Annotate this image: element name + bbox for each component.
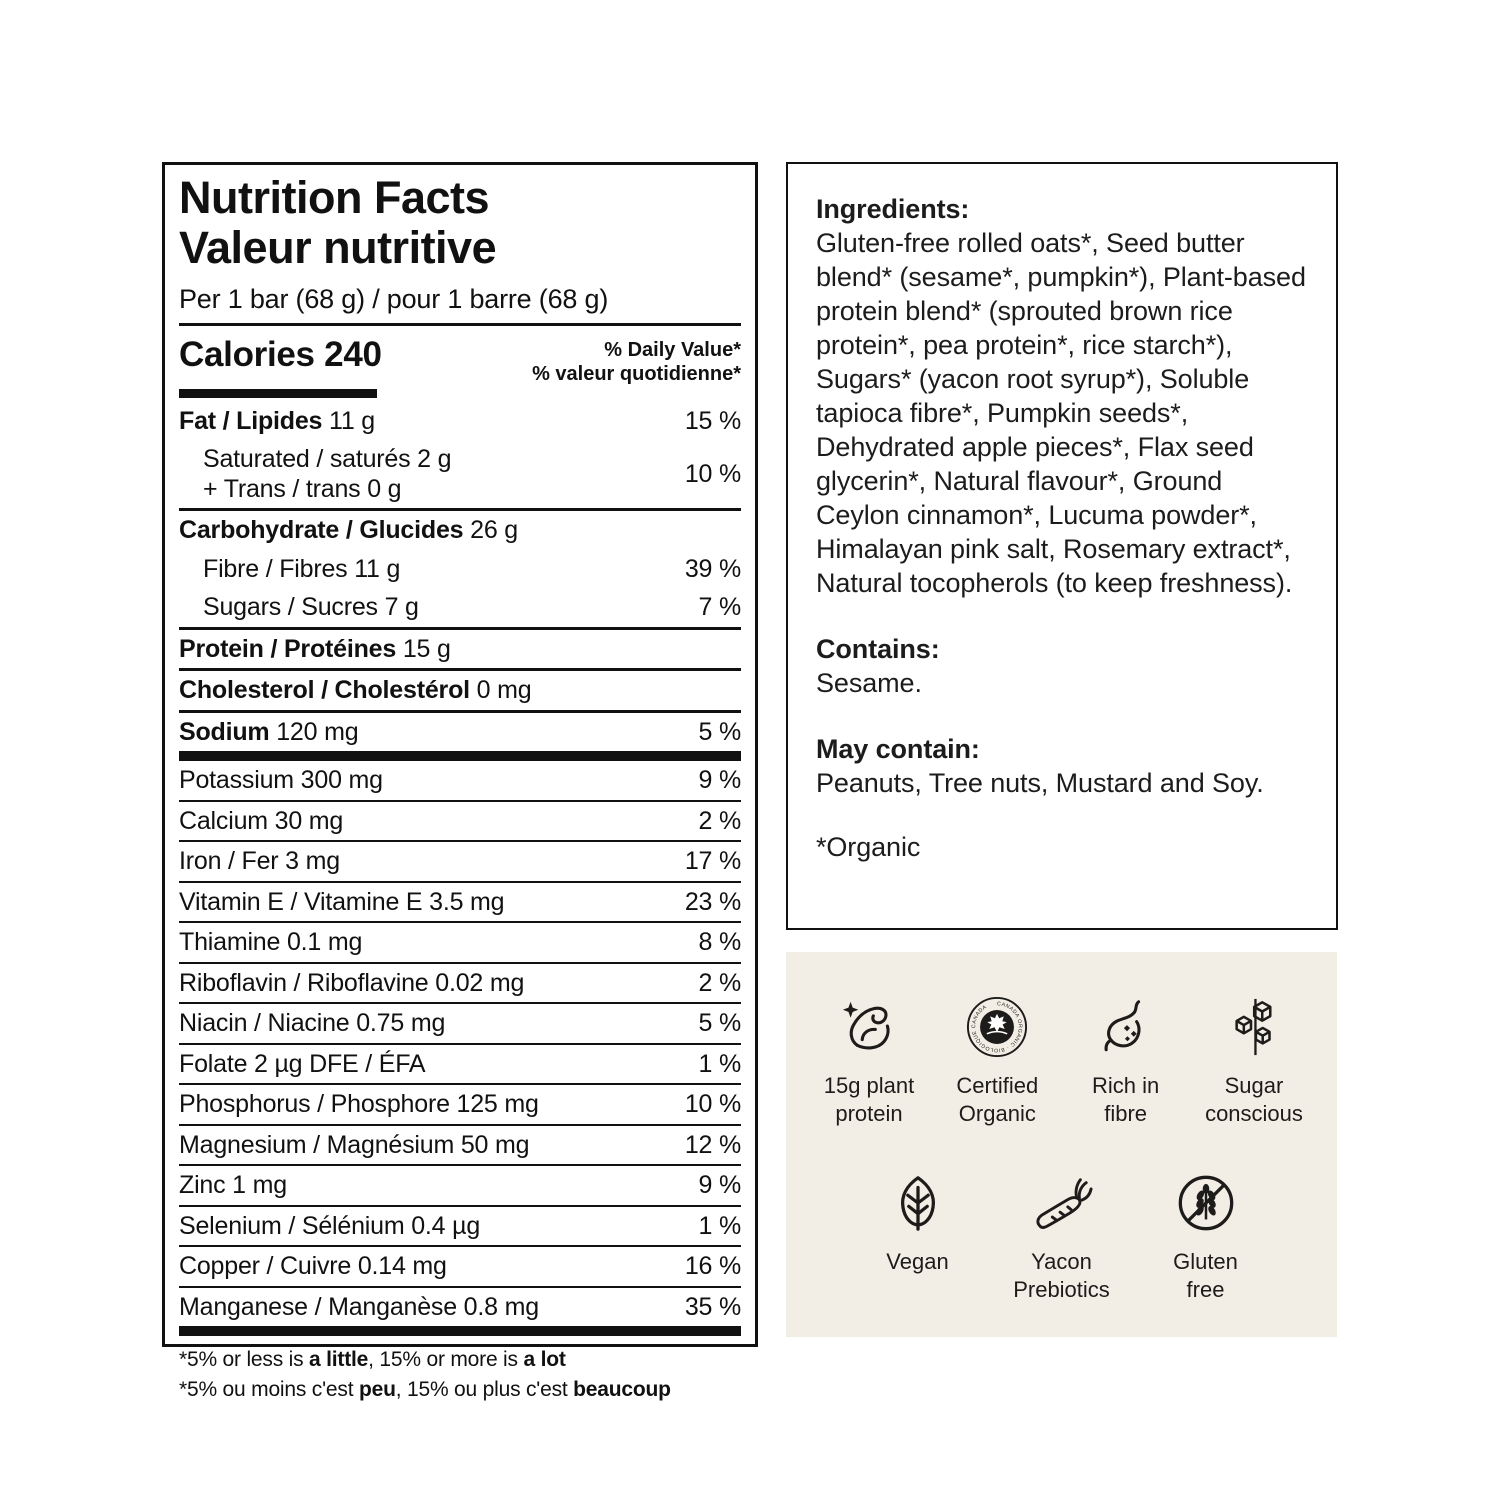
nutrient-row bbox=[179, 511, 741, 550]
badge bbox=[808, 996, 930, 1128]
nutrient-row bbox=[179, 588, 741, 630]
nutrient-percent: 16 % bbox=[684, 1252, 741, 1281]
badge-label: Gluten free bbox=[1173, 1249, 1238, 1303]
daily-value-header bbox=[532, 335, 741, 386]
gluten-free-icon bbox=[1175, 1172, 1237, 1234]
nutrient-row bbox=[179, 1045, 741, 1086]
nutrient-label: Magnesium / Magnésium 50 mg bbox=[179, 1130, 530, 1159]
carrot-icon bbox=[1031, 1172, 1093, 1234]
may-contain-body: Peanuts, Tree nuts, Mustard and Soy. bbox=[816, 768, 1264, 799]
badge bbox=[996, 1172, 1128, 1304]
nutrient-label: Niacin / Niacine 0.75 mg bbox=[179, 1009, 446, 1038]
daily-value-en: % Daily Value* bbox=[604, 338, 741, 361]
badge bbox=[1193, 996, 1315, 1128]
nutrition-facts-label bbox=[162, 162, 758, 1402]
ingredients-heading: Ingredients: bbox=[816, 194, 970, 224]
badge-label: Rich in fibre bbox=[1092, 1073, 1160, 1127]
nutrient-label: Sugars / Sucres 7 g bbox=[203, 593, 419, 622]
nutrient-label: Cholesterol / Cholestérol 0 mg bbox=[179, 676, 532, 705]
nutrient-percent: 1 % bbox=[698, 1049, 741, 1078]
nutrition-title-en: Nutrition Facts bbox=[179, 172, 490, 223]
nutrient-row bbox=[179, 1085, 741, 1126]
contains-heading: Contains: bbox=[816, 634, 940, 665]
nutrient-label: Iron / Fer 3 mg bbox=[179, 847, 340, 876]
nutrient-percent: 7 % bbox=[698, 593, 741, 622]
nutrient-label: Phosphorus / Phosphore 125 mg bbox=[179, 1090, 539, 1119]
badge-row-bottom bbox=[786, 1172, 1337, 1304]
nutrient-label: Sodium 120 mg bbox=[179, 717, 359, 746]
badge bbox=[1140, 1172, 1272, 1304]
nutrient-percent: 39 % bbox=[684, 554, 741, 583]
svg-text:CANADA ORGANIC · BIOLOGIQUE CA: CANADA ORGANIC · BIOLOGIQUE CANADA bbox=[971, 1001, 1024, 1053]
nutrition-title-fr: Valeur nutritive bbox=[179, 222, 497, 274]
nutrient-percent: 5 % bbox=[698, 717, 741, 746]
badges-panel bbox=[786, 952, 1337, 1337]
ingredients-box bbox=[786, 162, 1338, 930]
badge bbox=[936, 996, 1058, 1128]
nutrient-row bbox=[179, 713, 741, 762]
nutrient-row bbox=[179, 842, 741, 883]
footnote-en: *5% or less is a little, 15% or more is a lot bbox=[179, 1348, 566, 1372]
nutrition-title bbox=[179, 173, 741, 274]
nutrient-row bbox=[179, 761, 741, 802]
badge bbox=[1065, 996, 1187, 1128]
nutrient-row bbox=[179, 1166, 741, 1207]
nutrient-row bbox=[179, 630, 741, 672]
badge-label: Yacon Prebiotics bbox=[1013, 1249, 1110, 1303]
nutrient-percent: 2 % bbox=[698, 806, 741, 835]
may-contain-heading: May contain: bbox=[816, 734, 980, 765]
calories-value: Calories 240 bbox=[179, 334, 382, 374]
nutrient-label: Copper / Cuivre 0.14 mg bbox=[179, 1252, 447, 1281]
nutrient-label: Folate 2 µg DFE / ÉFA bbox=[179, 1049, 426, 1078]
nutrient-percent: 10 % bbox=[684, 1090, 741, 1119]
badge bbox=[852, 1172, 984, 1304]
nutrient-percent: 15 % bbox=[684, 406, 741, 435]
nutrient-label: Protein / Protéines 15 g bbox=[179, 634, 451, 663]
nutrient-percent: 1 % bbox=[698, 1211, 741, 1240]
nutrient-percent: 35 % bbox=[684, 1292, 741, 1321]
badge-label: 15g plant protein bbox=[823, 1073, 915, 1127]
nutrient-row bbox=[179, 1207, 741, 1248]
nutrient-percent: 9 % bbox=[698, 1171, 741, 1200]
calories-row bbox=[179, 326, 741, 386]
nutrient-row bbox=[179, 802, 741, 843]
badge-label: Certified Organic bbox=[956, 1073, 1039, 1127]
nutrient-label: Calcium 30 mg bbox=[179, 806, 344, 835]
nutrient-label: Manganese / Manganèse 0.8 mg bbox=[179, 1292, 539, 1321]
nutrient-label: Riboflavin / Riboflavine 0.02 mg bbox=[179, 968, 525, 997]
nutrient-row bbox=[179, 1004, 741, 1045]
footnote-fr: *5% ou moins c'est peu, 15% ou plus c'est beaucoup bbox=[179, 1378, 671, 1402]
badge-label: Vegan bbox=[886, 1249, 949, 1275]
nutrient-table bbox=[179, 402, 741, 1337]
nutrient-row bbox=[179, 1126, 741, 1167]
stomach-icon bbox=[1095, 996, 1157, 1058]
nutrient-percent: 2 % bbox=[698, 968, 741, 997]
nutrient-row bbox=[179, 671, 741, 713]
daily-value-fr: % valeur quotidienne* bbox=[532, 362, 741, 385]
footnotes bbox=[179, 1345, 741, 1405]
nutrient-percent: 12 % bbox=[684, 1130, 741, 1159]
nutrient-row bbox=[179, 550, 741, 589]
nutrient-percent: 9 % bbox=[698, 766, 741, 795]
nutrient-label: Zinc 1 mg bbox=[179, 1171, 287, 1200]
organic-note: *Organic bbox=[816, 832, 921, 863]
nutrient-row bbox=[179, 402, 741, 441]
certified-organic-seal-icon bbox=[966, 996, 1028, 1058]
nutrient-row bbox=[179, 1247, 741, 1288]
contains-body: Sesame. bbox=[816, 668, 922, 699]
calories-underbar bbox=[179, 389, 377, 398]
nutrient-row bbox=[179, 964, 741, 1005]
serving-size: Per 1 bar (68 g) / pour 1 barre (68 g) bbox=[179, 283, 609, 314]
nutrient-label: Potassium 300 mg bbox=[179, 766, 383, 795]
nutrient-row bbox=[179, 440, 741, 511]
nutrient-percent: 8 % bbox=[698, 928, 741, 957]
sugar-cubes-icon bbox=[1223, 996, 1285, 1058]
nutrient-label: Saturated / saturés 2 g + Trans / trans 0 g bbox=[203, 445, 452, 503]
nutrient-row bbox=[179, 1288, 741, 1337]
nutrient-label: Selenium / Sélénium 0.4 µg bbox=[179, 1211, 481, 1240]
ingredients-body: Gluten-free rolled oats*, Seed butter blend* (sesame*, pumpkin*), Plant-based protein blend* (sprouted brown rice protein*, pea protein*, rice starch*), Sugars* (yacon root syrup*), Soluble tapioca fibre*, Pumpkin seeds*, Dehydrated apple pieces*, Flax seed glycerin*, Natural flavour*, Ground Ceylon cinnamon*, Lucuma powder*, Himalayan pink salt, Rosemary extract*, Natural tocopherols (to keep freshness). bbox=[816, 228, 1306, 599]
nutrient-percent: 17 % bbox=[684, 847, 741, 876]
nutrient-row bbox=[179, 883, 741, 924]
nutrient-percent: 10 % bbox=[684, 460, 741, 489]
nutrient-percent: 5 % bbox=[698, 1009, 741, 1038]
nutrient-label: Fat / Lipides 11 g bbox=[179, 406, 375, 435]
nutrient-label: Fibre / Fibres 11 g bbox=[203, 554, 401, 583]
nutrient-label: Vitamin E / Vitamine E 3.5 mg bbox=[179, 887, 505, 916]
leaf-icon bbox=[887, 1172, 949, 1234]
badge-row-top bbox=[786, 952, 1337, 1128]
nutrient-row bbox=[179, 923, 741, 964]
nutrient-label: Thiamine 0.1 mg bbox=[179, 928, 363, 957]
nutrient-label: Carbohydrate / Glucides 26 g bbox=[179, 516, 518, 545]
muscle-arm-icon bbox=[838, 996, 900, 1058]
nutrient-percent: 23 % bbox=[684, 887, 741, 916]
badge-label: Sugar conscious bbox=[1205, 1073, 1303, 1127]
